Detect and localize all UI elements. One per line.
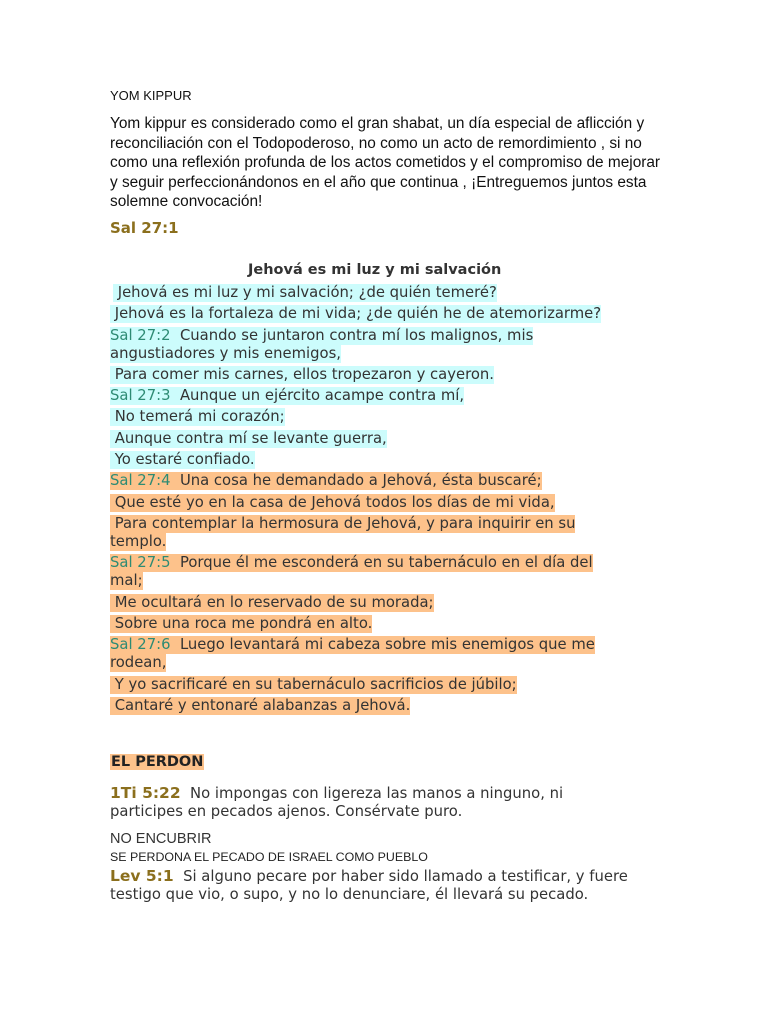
intro-paragraph: Yom kippur es considerado como el gran shabat, un día especial de aflicción y reconciliación con el Todopoderoso, no como un acto de remordimiento , si no como una reflexión profunda de los actos cometidos y el compromiso de mejorar y seguir perfeccionándonos en el año que continua , ¡Entreguemos juntos esta solemne convocación! — [110, 115, 661, 211]
tim-verse-line — [110, 802, 462, 822]
psalm-line — [110, 594, 434, 612]
lev-verse-line — [110, 885, 588, 905]
psalm-line — [110, 654, 166, 672]
verse-text: Que esté yo en la casa de Jehová todos los días de mi vida, — [114, 494, 555, 511]
verse-ref: Sal 27:3 — [110, 387, 171, 404]
psalm-line — [110, 408, 285, 426]
psalm-line — [110, 636, 595, 654]
psalm-line — [110, 494, 555, 512]
verse-text: Luego levantará mi cabeza sobre mis enemigos que me — [179, 636, 595, 653]
psalm-line — [110, 430, 387, 448]
psalm-title: Jehová es mi luz y mi salvación — [248, 262, 502, 278]
document-title: YOM KIPPUR — [110, 88, 192, 103]
verse-text: Para contemplar la hermosura de Jehová, y para inquirir en su — [114, 515, 576, 532]
lev-verse-line — [110, 866, 628, 887]
verse-ref: Sal 27:6 — [110, 636, 171, 653]
verse-text: angustiadores y mis enemigos, — [110, 345, 341, 362]
verse-ref: Sal 27:5 — [110, 554, 171, 571]
psalm-line — [110, 305, 601, 323]
psalm-reference: Sal 27:1 — [110, 219, 179, 237]
verse-text: Una cosa he demandado a Jehová, ésta buscaré; — [179, 472, 542, 489]
verse-text: Aunque contra mí se levante guerra, — [114, 430, 387, 447]
verse-text: Para comer mis carnes, ellos tropezaron y cayeron. — [114, 366, 494, 383]
verse-text: Cuando se juntaron contra mí los malignos, mis — [179, 327, 534, 344]
verse-text: Porque él me esconderá en su tabernáculo en el día del — [179, 554, 593, 571]
psalm-line — [110, 345, 341, 363]
verse-ref: 1Ti 5:22 — [110, 784, 181, 802]
verse-text: Me ocultará en lo reservado de su morada; — [114, 594, 434, 611]
psalm-line — [110, 615, 372, 633]
verse-text: Y yo sacrificaré en su tabernáculo sacrificios de júbilo; — [114, 676, 517, 693]
verse-text: Jehová es mi luz y mi salvación; ¿de quién temeré? — [117, 284, 497, 301]
verse-text: participes en pecados ajenos. Consérvate puro. — [110, 803, 463, 820]
section-heading-perdon: EL PERDON — [111, 754, 204, 770]
verse-text: No temerá mi corazón; — [114, 408, 285, 425]
psalm-line — [110, 572, 143, 590]
psalm-line — [110, 554, 593, 572]
verse-text: Sobre una roca me pondrá en alto. — [114, 615, 373, 632]
verse-text: rodean, — [110, 654, 167, 671]
verse-text: mal; — [110, 572, 143, 589]
psalm-line — [110, 697, 410, 715]
psalm-line — [110, 515, 575, 533]
psalm-line — [110, 327, 533, 345]
verse-text: Aunque un ejército acampe contra mí, — [179, 387, 465, 404]
verse-text: templo. — [110, 533, 167, 550]
verse-text: No impongas con ligereza las manos a ninguno, ni — [190, 785, 564, 802]
tim-verse-line — [110, 783, 563, 804]
subheading-no-encubrir: NO ENCUBRIR — [110, 831, 212, 847]
subheading-se-perdona: SE PERDONA EL PECADO DE ISRAEL COMO PUEBLO — [110, 850, 428, 864]
psalm-line — [110, 533, 166, 551]
psalm-line — [110, 451, 255, 469]
psalm-line — [110, 676, 517, 694]
verse-text: Yo estaré confiado. — [114, 451, 255, 468]
psalm-line — [110, 387, 464, 405]
verse-text: testigo que vio, o supo, y no lo denunciare, él llevará su pecado. — [110, 886, 589, 903]
verse-ref: Sal 27:2 — [110, 327, 171, 344]
verse-ref: Lev 5:1 — [110, 867, 174, 885]
verse-text: Jehová es la fortaleza de mi vida; ¿de quién he de atemorizarme? — [114, 305, 602, 322]
psalm-line — [110, 472, 542, 490]
verse-text: Cantaré y entonaré alabanzas a Jehová. — [114, 697, 411, 714]
verse-text: Si alguno pecare por haber sido llamado a testificar, y fuere — [183, 868, 628, 885]
psalm-line — [113, 284, 497, 302]
psalm-line — [110, 366, 494, 384]
verse-ref: Sal 27:4 — [110, 472, 171, 489]
